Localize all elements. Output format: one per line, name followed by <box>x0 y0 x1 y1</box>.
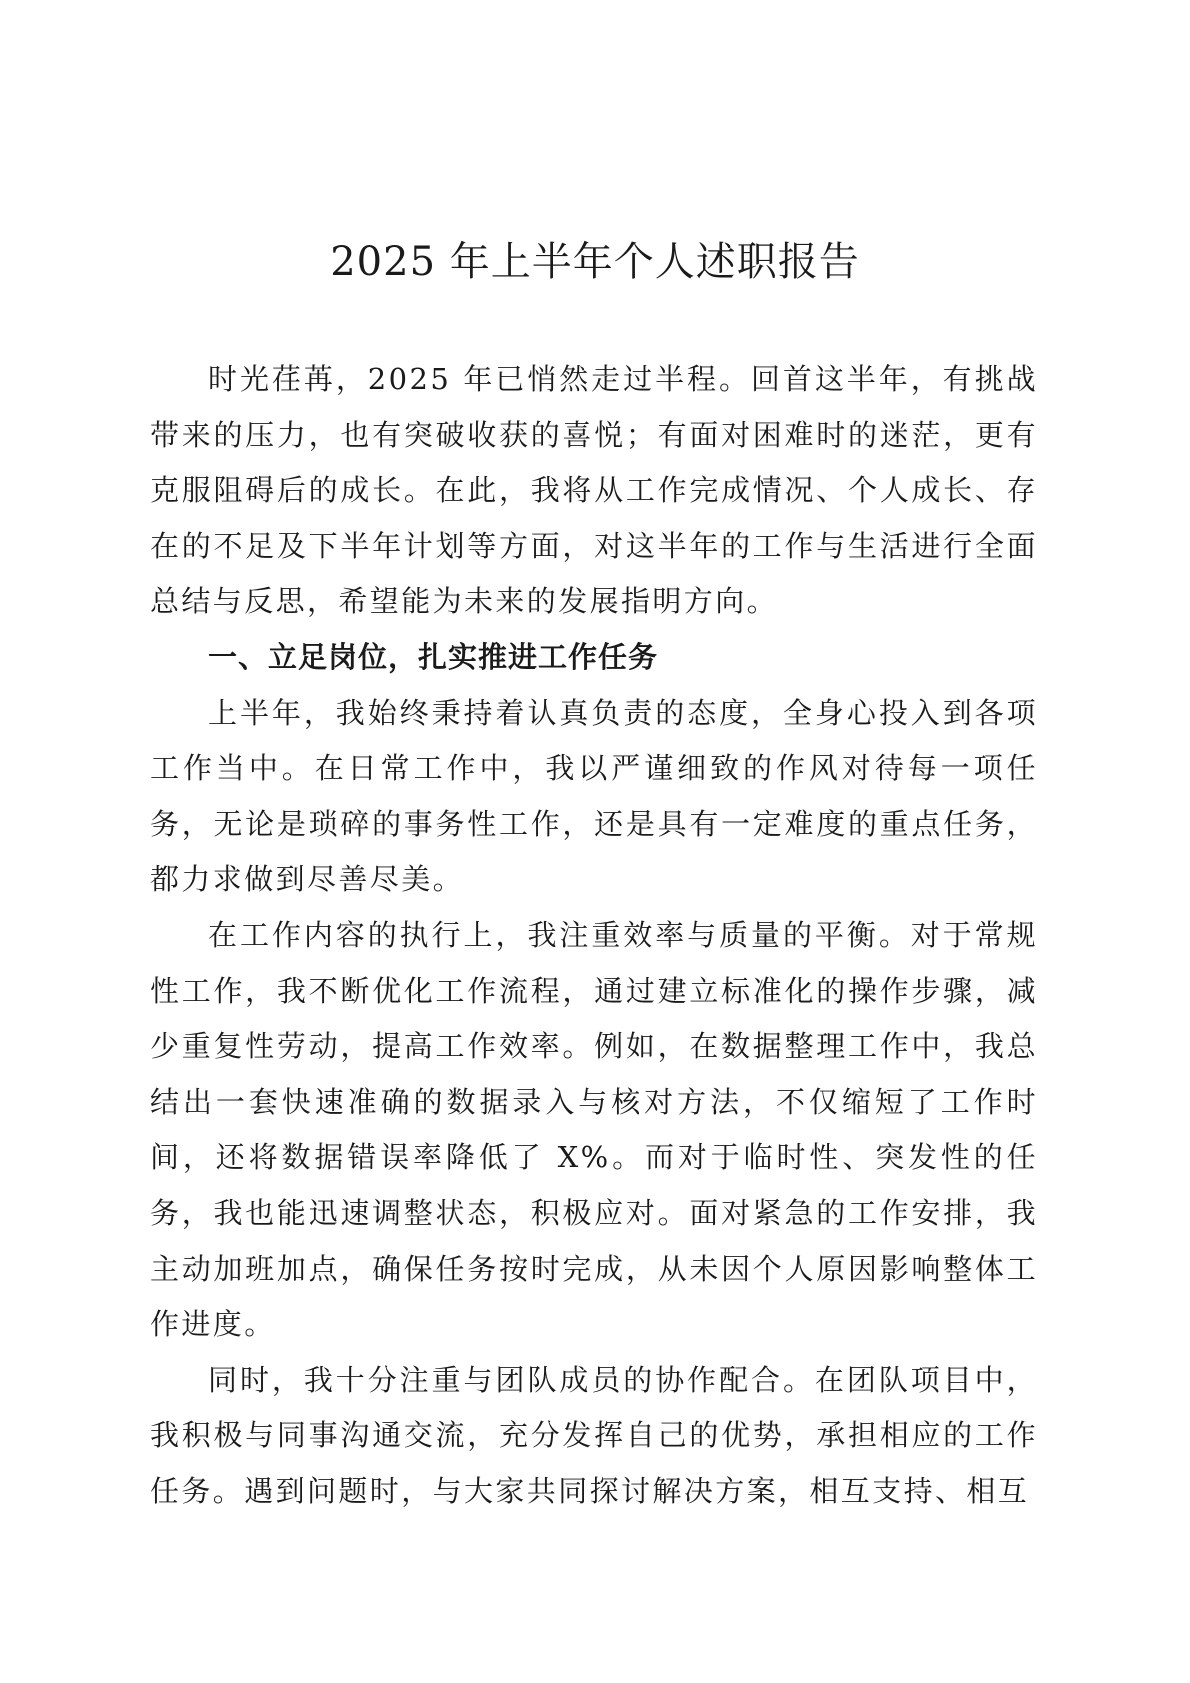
document-body <box>150 352 1038 1519</box>
intro-paragraph: 时光荏苒，2025 年已悄然走过半程。回首这半年，有挑战带来的压力，也有突破收获的喜悦；有面对困难时的迷茫，更有克服阻碍后的成长。在此，我将从工作完成情况、个人成长、存在的不足及下半年计划等方面，对这半年的工作与生活进行全面总结与反思，希望能为未来的发展指明方向。 <box>150 362 1038 619</box>
document-title: 2025 年上半年个人述职报告 <box>330 239 860 285</box>
section-heading-1: 一、立足岗位，扎实推进工作任务 <box>208 639 659 674</box>
body-paragraph: 上半年，我始终秉持着认真负责的态度，全身心投入到各项工作当中。在日常工作中，我以严谨细致的作风对待每一项任务，无论是琐碎的事务性工作，还是具有一定难度的重点任务，都力求做到尽善尽美。 <box>150 695 1038 897</box>
body-paragraph: 同时，我十分注重与团队成员的协作配合。在团队项目中，我积极与同事沟通交流，充分发挥自己的优势，承担相应的工作任务。遇到问题时，与大家共同探讨解决方案，相互支持、相互 <box>150 1362 1038 1508</box>
body-paragraph: 在工作内容的执行上，我注重效率与质量的平衡。对于常规性工作，我不断优化工作流程，通过建立标准化的操作步骤，减少重复性劳动，提高工作效率。例如，在数据整理工作中，我总结出一套快速准确的数据录入与核对方法，不仅缩短了工作时间，还将数据错误率降低了 X%。而对于临时性、突发性的任务，我也能迅速调整状态，积极应对。面对紧急的工作安排，我主动加班加点，确保任务按时完成，从未因个人原因影响整体工作进度。 <box>150 917 1038 1342</box>
